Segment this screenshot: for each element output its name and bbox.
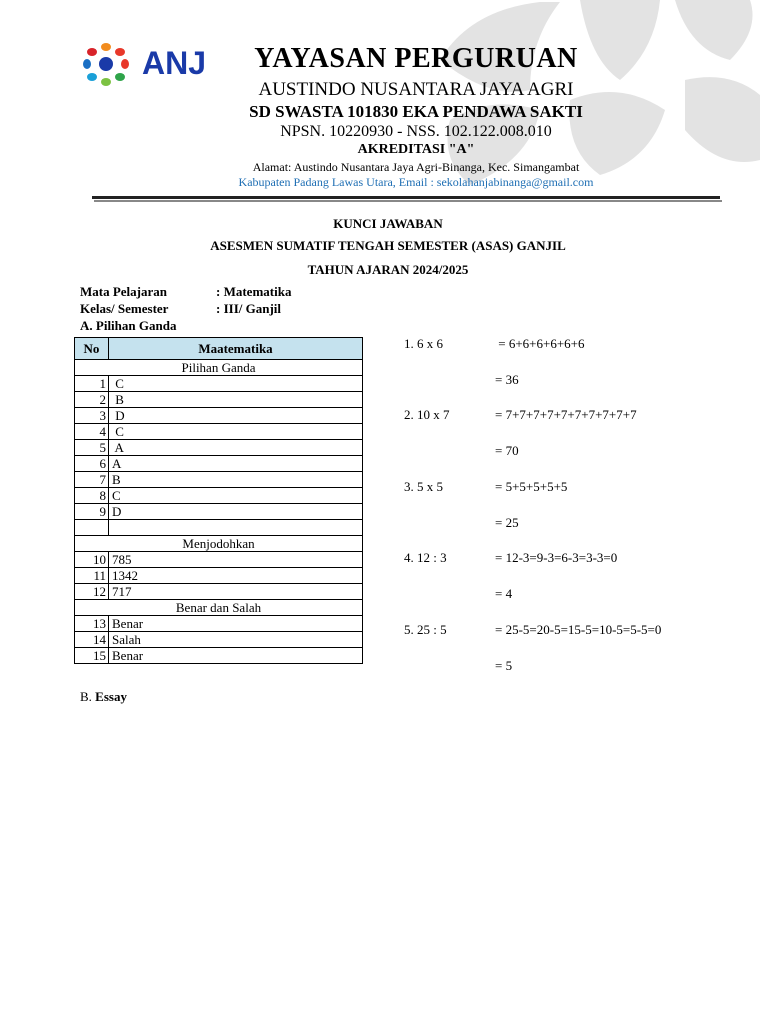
table-row [75,568,363,584]
row-no: 14 [75,632,109,648]
row-answer: B [109,392,363,408]
class-label: Kelas/ Semester [80,301,169,316]
row-no: 8 [75,488,109,504]
table-row [75,616,363,632]
foundation-name: YAYASAN PERGURUAN [254,43,578,74]
table-row [75,552,363,568]
row-no: 1 [75,376,109,392]
doc-year: TAHUN AJARAN 2024/2025 [307,262,469,277]
class-value: : III/ Ganjil [216,301,282,316]
row-answer: Benar [109,648,363,664]
row-answer: A [109,456,363,472]
row-answer: Salah [109,632,363,648]
section-multiple-choice: Pilihan Ganda [75,360,363,376]
subject-value: : Matematika [216,284,292,299]
table-row [75,472,363,488]
table-row [75,584,363,600]
row-no: 5 [75,440,109,456]
section-b-prefix: B. [80,689,96,704]
table-header-row [75,338,363,360]
table-row [75,424,363,440]
doc-title: KUNCI JAWABAN [333,216,443,231]
essay-question-3: 3. 5 x 5 [404,479,443,494]
essay-question-4: 4. 12 : 3 [404,550,447,565]
school-name: SD SWASTA 101830 EKA PENDAWA SAKTI [249,102,583,121]
table-row [75,648,363,664]
accreditation: AKREDITASI "A" [357,142,475,157]
section-a-heading: A. Pilihan Ganda [80,318,177,333]
header-divider-shadow [94,200,722,202]
subject-row [80,284,291,300]
company-name: AUSTINDO NUSANTARA JAYA AGRI [258,79,574,100]
essay-question-1: 1. 6 x 6 [404,336,443,351]
doc-subtitle: ASESMEN SUMATIF TENGAH SEMESTER (ASAS) GANJIL [210,238,566,253]
row-answer: 785 [109,552,363,568]
class-row [80,301,281,317]
table-row [75,392,363,408]
essay-step-4: = 12-3=9-3=6-3=3-3=0 [495,550,618,565]
row-answer: D [109,408,363,424]
row-no: 9 [75,504,109,520]
row-answer: 717 [109,584,363,600]
table-row [75,456,363,472]
school-registration: NPSN. 10220930 - NSS. 102.122.008.010 [280,123,552,140]
row-answer: A [109,440,363,456]
row-answer: C [109,376,363,392]
table-row [75,488,363,504]
row-answer: Benar [109,616,363,632]
section-b-heading [80,689,127,705]
essay-result-2: = 70 [495,443,519,458]
row-no: 15 [75,648,109,664]
row-no: 13 [75,616,109,632]
table-row [75,504,363,520]
row-answer: C [109,488,363,504]
row-no: 2 [75,392,109,408]
row-no: 6 [75,456,109,472]
district-email: Kabupaten Padang Lawas Utara, Email : sekolahanjabinanga@gmail.com [238,175,594,189]
header-subject: Maatematika [109,338,363,360]
subject-label: Mata Pelajaran [80,284,168,299]
row-no: 10 [75,552,109,568]
table-row [75,440,363,456]
answer-key-table [74,337,363,664]
table-row [75,632,363,648]
essay-step-2: = 7+7+7+7+7+7+7+7+7+7 [495,407,637,422]
section-matching: Menjodohkan [75,536,363,552]
row-no: 11 [75,568,109,584]
row-answer: C [109,424,363,440]
logo-text: ANJ [142,45,207,81]
row-no: 4 [75,424,109,440]
table-row [75,376,363,392]
essay-question-2: 2. 10 x 7 [404,407,450,422]
row-answer: 1342 [109,568,363,584]
address: Alamat: Austindo Nusantara Jaya Agri-Binanga, Kec. Simangambat [252,160,580,174]
table-row-empty [75,520,363,536]
essay-result-4: = 4 [495,586,513,601]
essay-step-3: = 5+5+5+5+5 [495,479,568,494]
row-no: 3 [75,408,109,424]
row-no: 7 [75,472,109,488]
essay-step-1: = 6+6+6+6+6+6 [495,336,585,351]
header-no: No [75,338,109,360]
table-row [75,408,363,424]
essay-step-5: = 25-5=20-5=15-5=10-5=5-5=0 [495,622,662,637]
school-logo [82,42,222,88]
header-divider [92,196,720,199]
row-answer: D [109,504,363,520]
row-answer: B [109,472,363,488]
essay-result-5: = 5 [495,658,513,673]
row-no: 12 [75,584,109,600]
essay-result-1: = 36 [495,372,519,387]
essay-question-5: 5. 25 : 5 [404,622,447,637]
essay-result-3: = 25 [495,515,519,530]
section-true-false: Benar dan Salah [75,600,363,616]
section-b-label: Essay [95,689,127,704]
anj-flower-logo-icon [82,42,134,88]
